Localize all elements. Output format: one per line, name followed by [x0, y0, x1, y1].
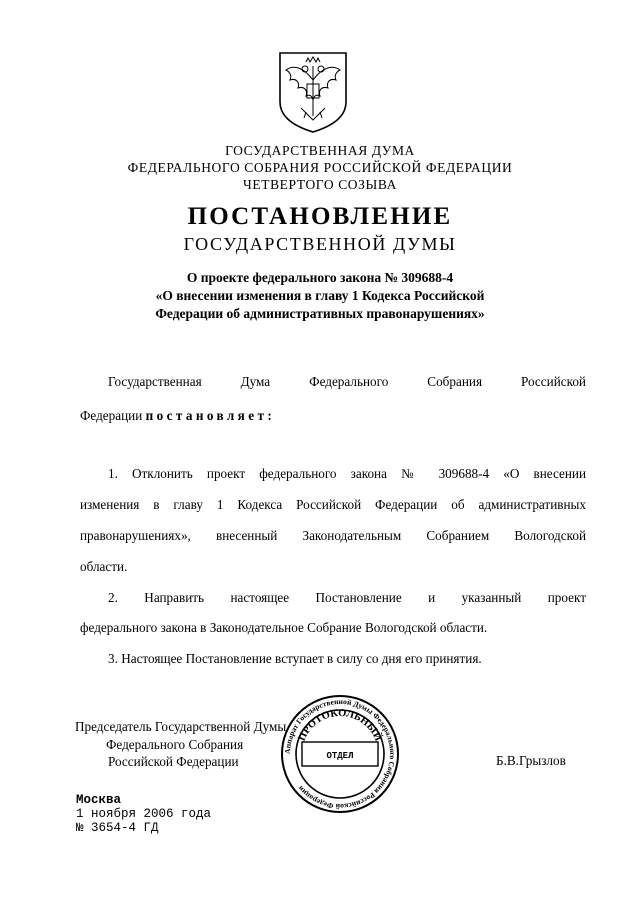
signatory-name: Б.В.Грызлов — [496, 753, 566, 768]
signature-title-line-3: Российской Федерации — [108, 754, 239, 769]
preamble-federation: Федерации — [80, 408, 146, 423]
signature-title-line-2: Федерального Собрания — [106, 737, 244, 752]
stamp-center-text: ОТДЕЛ — [326, 751, 354, 761]
item-1-line-4: области. — [80, 559, 128, 574]
stamp-top-text: ПРОТОКОЛЬНЫЙ — [296, 707, 384, 743]
preamble-line-1: Государственная Дума Федерального Собрания Российской — [108, 374, 586, 389]
header-line-3: ЧЕТВЕРТОГО СОЗЫВА — [243, 177, 397, 192]
subject-line-1: О проекте федерального закона № 309688-4 — [186, 270, 454, 285]
item-1-line-1: 1. Отклонить проект федерального закона № 309688-4 «О внесении — [108, 466, 586, 481]
item-2-line-1: 2. Направить настоящее Постановление и указанный проект — [108, 590, 586, 605]
stamp-ring-text: Аппарат Государственной Думы Федерального Собрания Российской Федерации — [282, 696, 398, 812]
header-line-2: ФЕДЕРАЛЬНОГО СОБРАНИЯ РОССИЙСКОЙ ФЕДЕРАЦИИ — [127, 160, 513, 175]
subject-line-2: «О внесении изменения в главу 1 Кодекса Российской — [155, 288, 485, 303]
item-1-line-3: правонарушениях», внесенный Законодательным Собранием Вологодской — [80, 528, 586, 543]
item-1-line-2: изменения в главу 1 Кодекса Российской Федерации об административных — [80, 497, 586, 512]
footer-date: 1 ноября 2006 года — [76, 807, 212, 821]
coat-of-arms-emblem — [276, 50, 350, 134]
signature-title-line-1: Председатель Государственной Думы — [75, 719, 287, 734]
document-subtitle: ГОСУДАРСТВЕННОЙ ДУМЫ — [183, 234, 457, 254]
footer-city: Москва — [76, 793, 122, 807]
subject-line-3: Федерации об административных правонарушениях» — [155, 306, 485, 321]
header-line-1: ГОСУДАРСТВЕННАЯ ДУМА — [225, 143, 415, 158]
footer-number: № 3654-4 ГД — [76, 821, 159, 835]
document-title: ПОСТАНОВЛЕНИЕ — [187, 203, 453, 230]
preamble-resolves: постановляет: — [145, 408, 276, 423]
preamble-line-2 — [80, 408, 580, 424]
item-2-line-2: федерального закона в Законодательное Собрание Вологодской области. — [80, 620, 488, 635]
item-3-line-1: 3. Настоящее Постановление вступает в силу со дня его принятия. — [108, 651, 482, 666]
protocol-department-stamp — [280, 694, 400, 814]
